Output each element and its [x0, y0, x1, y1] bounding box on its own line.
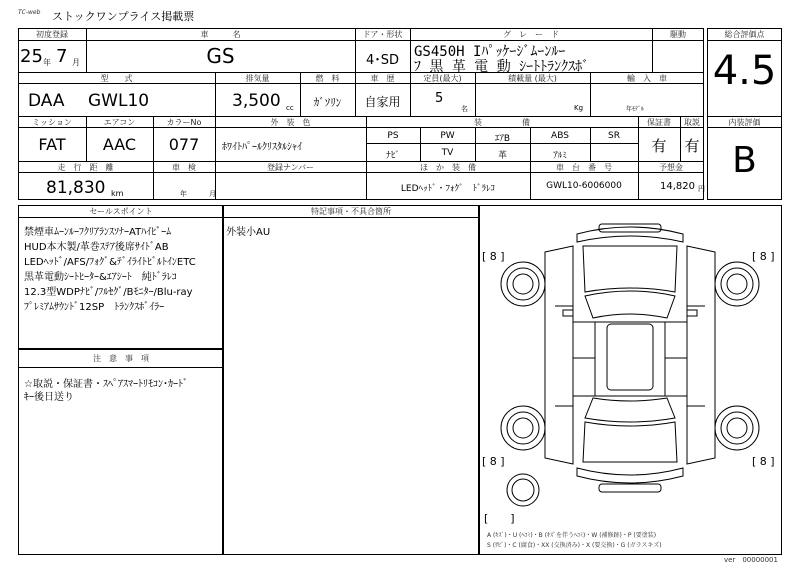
- load-label: 積載量 (最大): [508, 74, 557, 83]
- mileage-value: 81,830: [46, 178, 106, 198]
- import-note: 年ﾓﾃﾞﾙ: [626, 106, 645, 113]
- aircon-value: AAC: [102, 135, 137, 154]
- km-unit: km: [111, 189, 124, 198]
- caution-label: 注 意 事 項: [93, 354, 149, 363]
- mission-value: FAT: [38, 135, 66, 154]
- equipment-abs: ABS: [551, 131, 569, 141]
- door-shape-label: ドア・形状: [362, 30, 403, 39]
- version-label: ver 00000001: [724, 556, 778, 564]
- vehicle-value: 自家用: [364, 95, 401, 109]
- logo: TC-web: [18, 9, 41, 16]
- cc-unit: cc: [286, 104, 294, 112]
- total-score-value: 4.5: [712, 48, 777, 94]
- grade-label: グ レ ー ド: [503, 30, 559, 39]
- aircon-label: エアコン: [103, 118, 136, 127]
- equipment-navi: ﾅﾋﾞ: [386, 151, 400, 161]
- special-notes-box: [222, 205, 480, 555]
- price-value: 14,820: [660, 181, 695, 192]
- color-no-label: カラーNo: [166, 118, 202, 127]
- mission-label: ミッション: [32, 118, 72, 127]
- displacement-value: 3,500: [232, 91, 281, 111]
- equipment-leather: 革: [497, 151, 507, 161]
- capacity-value: 5: [435, 91, 444, 106]
- spare-wheel: [507, 474, 539, 506]
- mileage-label: 走 行 距 離: [57, 163, 114, 172]
- wheel-rear-left: [501, 406, 545, 450]
- drive-label: 駆動: [670, 30, 686, 39]
- interior-score-value: B: [732, 140, 757, 181]
- equipment-sr: SR: [608, 131, 620, 141]
- manual-label: 取説: [684, 118, 700, 127]
- warranty-value: 有: [651, 137, 667, 155]
- model-prefix-value: DAA: [28, 91, 65, 111]
- model-value: GWL10: [88, 91, 150, 111]
- reg-number-label: 登録ナンバー: [266, 163, 315, 172]
- load-unit: Kg: [574, 104, 584, 112]
- color-no-value: 077: [168, 135, 200, 154]
- other-eq-value: LEDﾍｯﾄﾞ・ﾌｫｸﾞ ﾄﾞﾗﾚｺ: [400, 184, 496, 194]
- total-score-label: 総合評価点: [724, 30, 765, 39]
- chassis-label: 車 台 番 号: [556, 163, 612, 172]
- tyre-depth-tr: [ 8 ]: [752, 250, 775, 263]
- first-reg-label: 初度登録: [36, 30, 68, 39]
- vehicle-label: 車 歴: [370, 74, 395, 83]
- grade-value-line1: GS450H Iﾊﾟｯｹｰｼﾞﾑｰﾝﾙｰ: [414, 44, 566, 60]
- equipment-label: 装 備: [474, 118, 530, 127]
- inspection-year: 年: [180, 190, 187, 198]
- equipment-ps: PS: [387, 131, 399, 141]
- fuel-value: ｶﾞｿﾘﾝ: [313, 96, 342, 109]
- tyre-depth-tl: [ 8 ]: [482, 250, 505, 263]
- special-note-line: 外装小AU: [226, 227, 271, 238]
- model-label: 型 式: [100, 74, 133, 83]
- other-eq-label: ほ か 装 備: [420, 163, 476, 172]
- price-unit: 円: [698, 185, 705, 193]
- tyre-depth-bl: [ 8 ]: [482, 455, 505, 468]
- sales-point-line: HUD本木製/革巻ｽﾃｱ後席ｻｲﾄﾞAB: [24, 242, 169, 253]
- tyre-depth-br: [ 8 ]: [752, 455, 775, 468]
- equipment-tv: TV: [441, 148, 454, 158]
- grade-value-line2: ﾌ 黒 革 電 動 ｼｰﾄﾄﾗﾝｸｽﾎﾞ: [414, 59, 590, 75]
- inspection-label: 車 検: [172, 163, 196, 172]
- car-outline-diagram: [479, 206, 781, 531]
- damage-legend-line2: S (ｻﾋﾞ)・C (腐食)・XX (交換済み)・X (要交換)・G (ガラスキズ): [487, 542, 662, 549]
- year-unit: 年: [43, 58, 51, 67]
- manual-value: 有: [684, 137, 700, 155]
- wheel-rear-right: [715, 406, 759, 450]
- capacity-unit: 名: [461, 105, 468, 113]
- sales-point-line: ﾌﾟﾚﾐｱﾑｻｳﾝﾄﾞ12SP ﾄﾗﾝｸｽﾎﾞｲﾗｰ: [24, 302, 165, 313]
- wheel-front-right: [715, 262, 759, 306]
- month-unit: 月: [72, 58, 80, 67]
- sales-point-line: LEDﾍｯﾄﾞ/AFS/ﾌｫｸﾞ&ﾃﾞｲﾗｲﾄﾋﾞﾙﾄｲﾝETC: [24, 257, 196, 268]
- spare-tyre-depth: [ ]: [484, 512, 515, 525]
- fuel-label: 燃 料: [315, 74, 340, 83]
- price-label: 予想金: [659, 163, 683, 172]
- equipment-airbag: ｴｱB: [494, 134, 511, 144]
- sales-point-line: 禁煙車ﾑｰﾝﾙｰﾌｸﾘｱﾗﾝｽｿﾅｰATﾊｲﾋﾞｰﾑ: [24, 227, 172, 238]
- caution-line: ｷｰ後日送り: [24, 392, 74, 403]
- equipment-alloy: ｱﾙﾐ: [553, 151, 567, 161]
- sales-point-line: 黒革電動ｼｰﾄﾋｰﾀｰ&ｴｱｼｰﾄ 純ﾄﾞﾗﾚｺ: [24, 272, 177, 283]
- displacement-label: 排気量: [245, 74, 270, 83]
- special-notes-label: 特記事項・不具合箇所: [311, 207, 391, 216]
- interior-score-label: 内装評価: [728, 118, 761, 127]
- outer-color-label: 外 装 色: [270, 118, 311, 127]
- first-reg-month: 7: [56, 46, 68, 67]
- sales-point-line: 12.3型WDPﾅﾋﾞ/ﾌﾙｾｸﾞ/Bﾓﾆﾀｰ/Blu-ray: [24, 287, 193, 298]
- inspection-month: 月: [209, 190, 216, 198]
- damage-legend-line1: A (ｷｽﾞ)・U (ﾍｺﾐ)・B (ｷｽﾞを伴うﾍｺﾐ)・W (補修跡)・P (要塗装): [487, 532, 657, 539]
- car-name-label: 車 名: [200, 30, 241, 39]
- import-label: 輸 入 車: [627, 74, 667, 83]
- equipment-pw: PW: [440, 131, 455, 141]
- sales-points-label: セールスポイント: [89, 207, 153, 216]
- wheel-front-left: [501, 262, 545, 306]
- caution-line: ☆取説・保証書・ｽﾍﾟｱｽﾏｰﾄﾘﾓｺﾝ･ｶｰﾄﾞ: [24, 379, 188, 390]
- chassis-value: GWL10-6006000: [546, 181, 622, 191]
- door-shape-value: 4･SD: [365, 53, 400, 68]
- outer-color-value: ﾎﾜｲﾄﾊﾟｰﾙｸﾘｽﾀﾙｼｬｲ: [222, 142, 302, 153]
- car-name-value: GS: [206, 44, 235, 68]
- page-title: ストックワンプライス掲載票: [52, 10, 195, 23]
- capacity-label: 定員(最大): [423, 74, 462, 83]
- first-reg-year: 25: [20, 46, 43, 67]
- warranty-label: 保証書: [647, 118, 671, 127]
